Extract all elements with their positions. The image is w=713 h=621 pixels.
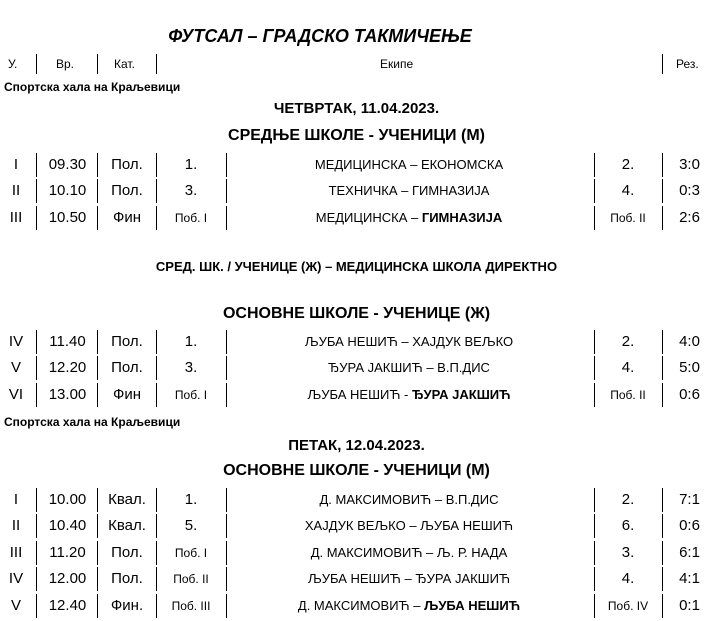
header-time: Вр. <box>56 57 75 71</box>
header-category: Кат. <box>114 57 135 71</box>
seed-a-cell: Поб. I <box>174 210 208 225</box>
column-divider <box>594 488 595 512</box>
seed-b-cell: Поб. II <box>610 210 646 225</box>
category-cell: Квал. <box>108 491 146 508</box>
column-divider <box>662 383 663 407</box>
seed-b-cell: 4. <box>621 570 635 588</box>
seed-b-cell: 6. <box>621 517 635 535</box>
time-cell: 09.30 <box>48 156 87 173</box>
column-divider <box>226 179 227 203</box>
header-result: Рез. <box>676 57 699 71</box>
column-divider <box>36 594 37 618</box>
table-row <box>0 205 713 231</box>
table-row <box>0 382 713 408</box>
seed-a-cell: 3. <box>184 182 198 200</box>
column-divider <box>156 356 157 380</box>
column-divider <box>36 383 37 407</box>
venue-label: Спортска хала на Краљевици <box>4 80 181 94</box>
seed-a-cell: Поб. III <box>171 598 211 613</box>
score-cell: 0:6 <box>679 385 700 403</box>
column-divider <box>156 153 157 177</box>
match-cell <box>228 329 590 355</box>
table-row <box>0 329 713 355</box>
match-teams: ЉУБА НЕШИЋ – ХАЈДУК ВЕЉКО <box>304 334 514 349</box>
score-cell: 3:0 <box>679 156 700 173</box>
match-teams: МЕДИЦИНСКА – <box>315 209 422 225</box>
round-cell: III <box>9 543 23 561</box>
category-heading: ОСНОВНЕ ШКОЛЕ - УЧЕНИЦЕ (Ж) <box>222 305 491 322</box>
column-divider <box>156 330 157 354</box>
table-row <box>0 178 713 204</box>
column-divider <box>97 356 98 380</box>
seed-b-cell: 4. <box>621 359 635 377</box>
column-divider <box>97 179 98 203</box>
round-cell: VI <box>8 385 24 403</box>
column-divider <box>36 206 37 230</box>
score-cell: 0:6 <box>679 517 700 535</box>
column-divider <box>156 567 157 591</box>
category-cell: Пол. <box>111 543 143 561</box>
match-winner: ГИМНАЗИЈА <box>421 209 503 225</box>
column-divider <box>226 594 227 618</box>
match-cell <box>228 566 590 592</box>
column-divider <box>594 383 595 407</box>
match-cell <box>228 152 590 178</box>
score-cell: 4:1 <box>679 570 700 588</box>
column-divider <box>594 153 595 177</box>
time-cell: 10.40 <box>48 517 87 535</box>
time-cell: 12.20 <box>48 359 87 377</box>
header-round: У. <box>8 57 18 71</box>
column-divider <box>156 206 157 230</box>
column-divider <box>594 356 595 380</box>
seed-a-cell: 1. <box>184 333 198 350</box>
column-divider <box>97 514 98 538</box>
match-teams: ХАЈДУК ВЕЉКО – ЉУБА НЕШИЋ <box>304 518 514 534</box>
score-cell: 4:0 <box>679 333 700 350</box>
column-divider <box>156 594 157 618</box>
header-teams: Екипе <box>380 57 414 71</box>
seed-b-cell: Поб. IV <box>607 598 649 613</box>
column-divider <box>662 567 663 591</box>
match-winner: ЂУРА ЈАКШИЋ <box>412 386 511 402</box>
match-cell <box>228 593 590 619</box>
match-cell <box>228 382 590 408</box>
time-cell: 11.40 <box>49 333 86 350</box>
column-divider <box>156 514 157 538</box>
column-divider <box>36 567 37 591</box>
column-divider <box>97 488 98 512</box>
column-divider <box>662 330 663 354</box>
column-divider <box>662 153 663 177</box>
day-heading: ЧЕТВРТАК, 11.04.2023. <box>273 100 440 117</box>
score-cell: 2:6 <box>679 208 700 226</box>
round-cell: IV <box>8 333 24 350</box>
seed-a-cell: Поб. I <box>174 387 208 402</box>
match-cell <box>228 205 590 231</box>
column-divider <box>226 541 227 565</box>
match-cell <box>228 487 590 513</box>
column-divider <box>156 179 157 203</box>
column-divider <box>97 330 98 354</box>
column-divider <box>594 594 595 618</box>
seed-b-cell: 2. <box>621 156 635 173</box>
column-divider <box>156 488 157 512</box>
round-cell: I <box>13 156 19 173</box>
column-divider <box>594 179 595 203</box>
column-divider <box>662 356 663 380</box>
score-cell: 6:1 <box>679 543 700 561</box>
round-cell: I <box>13 491 19 508</box>
table-row <box>0 355 713 381</box>
column-divider <box>594 514 595 538</box>
column-divider <box>226 330 227 354</box>
column-divider <box>36 356 37 380</box>
category-cell: Фин <box>112 385 142 403</box>
seed-a-cell: 1. <box>184 491 198 508</box>
column-divider <box>662 594 663 618</box>
column-divider <box>97 567 98 591</box>
direct-qualification-note: СРЕД. ШК. / УЧЕНИЦЕ (Ж) – МЕДИЦИНСКА ШКОЛА ДИРЕКТНО <box>155 259 558 274</box>
round-cell: IV <box>8 570 24 588</box>
table-row <box>0 540 713 566</box>
column-divider <box>226 514 227 538</box>
column-divider <box>594 567 595 591</box>
day-heading: ПЕТАК, 12.04.2023. <box>288 437 425 454</box>
match-teams: ЂУРА ЈАКШИЋ – В.П.ДИС <box>328 360 490 376</box>
seed-a-cell: 1. <box>184 156 198 173</box>
time-cell: 10.00 <box>48 491 87 508</box>
column-divider <box>226 567 227 591</box>
column-divider <box>226 206 227 230</box>
column-divider <box>594 330 595 354</box>
column-divider <box>97 153 98 177</box>
column-divider <box>662 206 663 230</box>
column-divider <box>97 594 98 618</box>
column-divider <box>97 383 98 407</box>
table-row <box>0 513 713 539</box>
match-teams: МЕДИЦИНСКА – ЕКОНОМСКА <box>314 157 504 172</box>
seed-a-cell: 5. <box>184 517 198 535</box>
time-cell: 12.00 <box>48 570 87 588</box>
column-divider <box>36 179 37 203</box>
score-cell: 0:1 <box>679 596 700 614</box>
seed-b-cell: 3. <box>621 543 635 561</box>
match-cell <box>228 540 590 566</box>
time-cell: 10.10 <box>48 182 87 200</box>
category-cell: Фин <box>112 208 142 226</box>
match-teams: ТЕХНИЧКА – ГИМНАЗИЈА <box>328 183 490 199</box>
seed-b-cell: 4. <box>621 182 635 200</box>
column-divider <box>36 488 37 512</box>
column-divider <box>662 514 663 538</box>
table-row <box>0 593 713 619</box>
table-row <box>0 152 713 178</box>
column-divider <box>662 179 663 203</box>
column-divider <box>36 330 37 354</box>
round-cell: III <box>9 208 23 226</box>
round-cell: V <box>10 596 21 614</box>
match-teams: ЉУБА НЕШИЋ – ЂУРА ЈАКШИЋ <box>307 571 511 587</box>
time-cell: 12.40 <box>48 596 87 614</box>
column-divider <box>97 206 98 230</box>
column-divider <box>662 541 663 565</box>
category-heading: СРЕДЊЕ ШКОЛЕ - УЧЕНИЦИ (М) <box>228 127 485 144</box>
round-cell: II <box>11 182 21 200</box>
time-cell: 10.50 <box>48 208 87 226</box>
category-cell: Квал. <box>108 517 146 535</box>
column-divider <box>36 541 37 565</box>
seed-b-cell: 2. <box>621 333 635 350</box>
time-cell: 13.00 <box>48 385 87 403</box>
column-divider <box>156 541 157 565</box>
category-cell: Фин. <box>110 596 144 614</box>
category-heading: ОСНОВНЕ ШКОЛЕ - УЧЕНИЦИ (М) <box>223 462 490 479</box>
match-winner: ЉУБА НЕШИЋ <box>424 597 521 613</box>
round-cell: II <box>11 517 21 535</box>
column-divider <box>97 541 98 565</box>
score-cell: 7:1 <box>679 491 700 508</box>
round-cell: V <box>10 359 21 377</box>
column-divider <box>662 488 663 512</box>
time-cell: 11.20 <box>49 543 86 561</box>
match-teams: Д. МАКСИМОВИЋ – В.П.ДИС <box>319 492 499 507</box>
column-divider <box>226 383 227 407</box>
column-divider <box>36 153 37 177</box>
match-teams: Д. МАКСИМОВИЋ – <box>297 597 425 613</box>
seed-a-cell: Поб. II <box>173 572 209 587</box>
category-cell: Пол. <box>111 182 143 200</box>
column-divider <box>226 153 227 177</box>
score-cell: 5:0 <box>679 359 700 377</box>
venue-label: Спортска хала на Краљевици <box>4 415 181 429</box>
match-cell <box>228 178 590 204</box>
category-cell: Пол. <box>111 333 143 350</box>
column-divider <box>36 514 37 538</box>
seed-a-cell: Поб. I <box>174 545 208 560</box>
page-title: ФУТСАЛ – ГРАДСКО ТАКМИЧЕЊЕ <box>168 26 472 46</box>
match-teams: ЉУБА НЕШИЋ - <box>307 386 413 402</box>
column-divider <box>594 206 595 230</box>
table-row <box>0 487 713 513</box>
table-row <box>0 566 713 592</box>
seed-b-cell: 2. <box>621 491 635 508</box>
seed-a-cell: 3. <box>184 359 198 377</box>
category-cell: Пол. <box>111 359 143 377</box>
column-divider <box>156 383 157 407</box>
column-divider <box>226 356 227 380</box>
column-divider <box>226 488 227 512</box>
match-cell <box>228 355 590 381</box>
match-cell <box>228 513 590 539</box>
score-cell: 0:3 <box>679 182 700 200</box>
category-cell: Пол. <box>111 570 143 588</box>
seed-b-cell: Поб. II <box>610 387 646 402</box>
category-cell: Пол. <box>111 156 143 173</box>
match-teams: Д. МАКСИМОВИЋ – Љ. Р. НАДА <box>310 544 508 560</box>
column-divider <box>594 541 595 565</box>
